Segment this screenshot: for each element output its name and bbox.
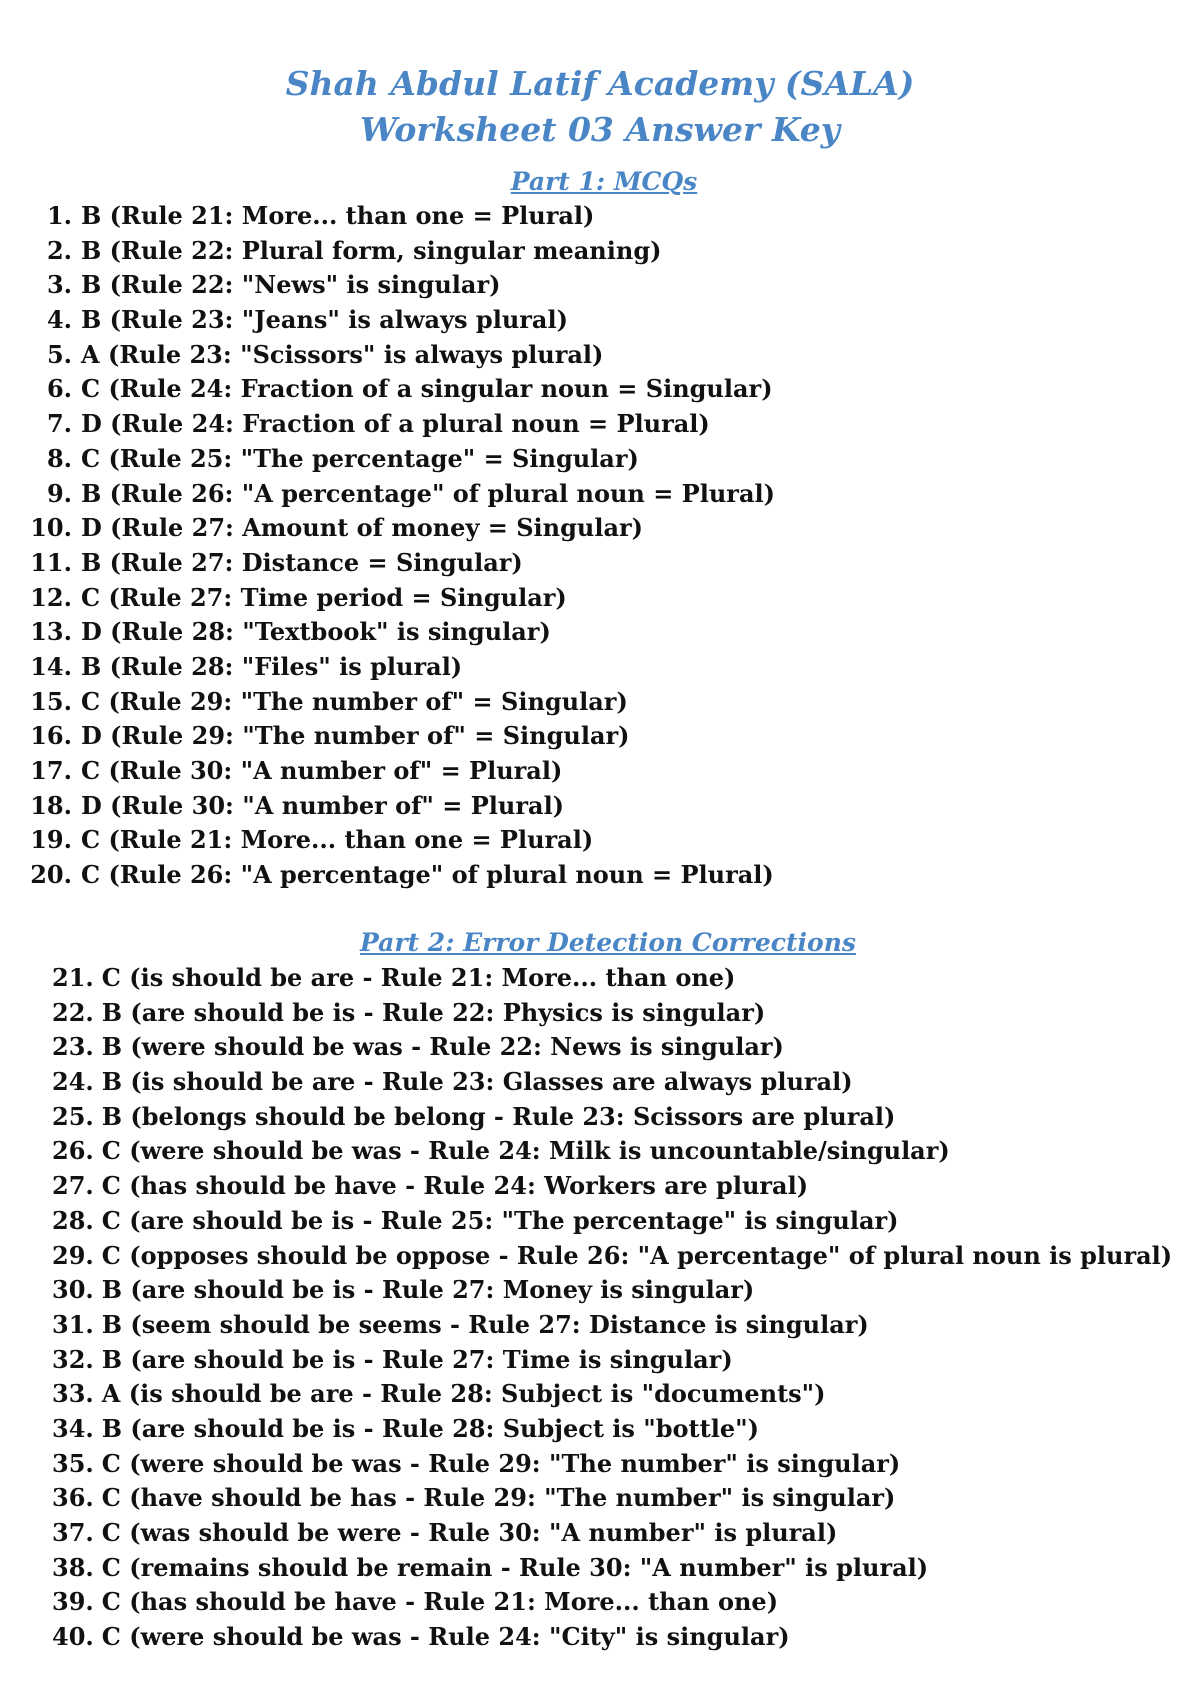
answer-text: C (Rule 27: Time period = Singular) — [81, 582, 567, 612]
answer-item — [52, 1551, 1172, 1586]
answer-number: 17. — [30, 756, 72, 785]
answer-number: 3. — [46, 270, 72, 300]
answer-text: D (Rule 30: "A number of" = Plural) — [81, 790, 565, 820]
answer-item — [52, 1065, 1172, 1100]
part2-heading: Part 2: Error Detection Corrections — [360, 928, 856, 957]
answer-number: 4. — [46, 305, 72, 335]
answer-item — [52, 1239, 1172, 1274]
answer-text: B (are should be is - Rule 27: Time is singular) — [101, 1344, 733, 1374]
answer-item — [20, 754, 775, 789]
answer-text: A (is should be are - Rule 28: Subject is "documents") — [101, 1379, 826, 1409]
answer-item — [52, 961, 1172, 996]
answer-number: 30. — [52, 1275, 94, 1305]
answer-text: C (Rule 21: More... than one = Plural) — [81, 825, 594, 855]
answer-text: C (were should be was - Rule 29: "The number" is singular) — [101, 1448, 901, 1478]
answer-text: C (Rule 29: "The number of" = Singular) — [81, 686, 628, 716]
answer-text: C (remains should be remain - Rule 30: "A number" is plural) — [101, 1552, 929, 1582]
answer-item — [20, 442, 775, 477]
answer-item — [52, 1343, 1172, 1378]
answer-number: 34. — [52, 1413, 94, 1443]
error-correction-list — [52, 961, 1172, 1655]
answer-text: C (opposes should be oppose - Rule 26: "A percentage" of plural noun is plural) — [101, 1240, 1173, 1270]
answer-number: 25. — [52, 1101, 94, 1131]
answer-text: D (Rule 28: "Textbook" is singular) — [81, 617, 551, 647]
part1-heading: Part 1: MCQs — [510, 167, 698, 196]
answer-item — [52, 1412, 1172, 1447]
answer-text: C (has should be have - Rule 24: Workers are plural) — [101, 1171, 809, 1201]
answer-text: C (Rule 25: "The percentage" = Singular) — [81, 443, 639, 473]
answer-item — [20, 685, 775, 720]
answer-item — [20, 650, 775, 685]
answer-text: C (have should be has - Rule 29: "The number" is singular) — [101, 1483, 896, 1513]
answer-number: 40. — [52, 1622, 94, 1652]
answer-number: 16. — [30, 721, 72, 751]
answer-number: 31. — [52, 1309, 94, 1339]
answer-text: C (Rule 30: "A number of" = Plural) — [81, 756, 563, 785]
answer-item — [20, 858, 775, 893]
answer-item — [20, 581, 775, 616]
answer-text: B (Rule 22: Plural form, singular meaning) — [81, 235, 662, 265]
answer-text: B (Rule 26: "A percentage" of plural noun = Plural) — [81, 478, 775, 508]
answer-number: 27. — [52, 1171, 94, 1201]
answer-number: 9. — [46, 478, 72, 508]
answer-item — [52, 1377, 1172, 1412]
answer-text: B (belongs should be belong - Rule 23: Scissors are plural) — [101, 1101, 896, 1131]
answer-item — [52, 1169, 1172, 1204]
answer-text: B (Rule 22: "News" is singular) — [81, 270, 501, 300]
answer-item — [52, 1030, 1172, 1065]
answer-number: 7. — [46, 409, 72, 439]
answer-number: 11. — [30, 547, 72, 577]
answer-text: C (has should be have - Rule 21: More... than one) — [101, 1587, 779, 1617]
answer-number: 35. — [52, 1448, 94, 1478]
answer-text: C (were should be was - Rule 24: "City" is singular) — [101, 1622, 790, 1652]
answer-item — [52, 1273, 1172, 1308]
answer-number: 14. — [30, 651, 72, 681]
answer-number: 5. — [46, 339, 72, 369]
answer-number: 2. — [46, 235, 72, 265]
answer-text: B (Rule 21: More... than one = Plural) — [81, 201, 595, 230]
answer-item — [20, 789, 775, 824]
school-title: Shah Abdul Latif Academy (SALA) — [285, 64, 915, 103]
answer-item — [52, 1585, 1172, 1620]
answer-number: 22. — [52, 997, 94, 1027]
answer-item — [20, 303, 775, 338]
answer-number: 6. — [46, 374, 72, 404]
answer-number: 12. — [30, 582, 72, 612]
answer-number: 8. — [46, 443, 72, 473]
answer-text: C (was should be were - Rule 30: "A number" is plural) — [101, 1518, 838, 1547]
answer-text: B (seem should be seems - Rule 27: Distance is singular) — [101, 1309, 869, 1339]
answer-item — [20, 407, 775, 442]
answer-number: 18. — [30, 790, 72, 820]
answer-item — [52, 1308, 1172, 1343]
answer-number: 28. — [52, 1205, 94, 1235]
answer-text: B (is should be are - Rule 23: Glasses are always plural) — [101, 1067, 853, 1097]
answer-text: B (Rule 27: Distance = Singular) — [81, 547, 523, 577]
answer-text: B (were should be was - Rule 22: News is singular) — [101, 1032, 784, 1062]
answer-item — [20, 372, 775, 407]
answer-number: 38. — [52, 1552, 94, 1582]
answer-text: B (Rule 28: "Files" is plural) — [81, 651, 463, 681]
answer-item — [20, 477, 775, 512]
answer-text: D (Rule 29: "The number of" = Singular) — [81, 721, 630, 751]
answer-text: B (are should be is - Rule 22: Physics is singular) — [101, 997, 766, 1027]
answer-item — [20, 719, 775, 754]
answer-number: 19. — [30, 825, 72, 855]
answer-item — [52, 1100, 1172, 1135]
answer-item — [52, 1134, 1172, 1169]
answer-number: 36. — [52, 1483, 94, 1513]
answer-number: 10. — [30, 513, 72, 543]
answer-number: 39. — [52, 1587, 94, 1617]
answer-item — [20, 511, 775, 546]
answer-text: A (Rule 23: "Scissors" is always plural) — [81, 339, 604, 369]
answer-number: 23. — [52, 1032, 94, 1062]
answer-text: B (are should be is - Rule 28: Subject is "bottle") — [101, 1413, 759, 1443]
answer-item — [52, 996, 1172, 1031]
answer-number: 20. — [30, 860, 72, 890]
answer-number: 21. — [52, 963, 94, 992]
answer-text: C (were should be was - Rule 24: Milk is uncountable/singular) — [101, 1136, 950, 1166]
answer-item — [20, 199, 775, 234]
answer-item — [52, 1447, 1172, 1482]
answer-item — [52, 1204, 1172, 1239]
answer-text: C (is should be are - Rule 21: More... than one) — [101, 963, 736, 992]
answer-number: 1. — [46, 201, 72, 230]
answer-text: B (Rule 23: "Jeans" is always plural) — [81, 305, 568, 335]
answer-text: C (are should be is - Rule 25: "The percentage" is singular) — [101, 1205, 899, 1235]
answer-number: 37. — [52, 1518, 94, 1547]
answer-number: 32. — [52, 1344, 94, 1374]
answer-text: D (Rule 27: Amount of money = Singular) — [81, 513, 644, 543]
answer-item — [20, 546, 775, 581]
answer-item — [20, 234, 775, 269]
answer-item — [20, 338, 775, 373]
answer-number: 26. — [52, 1136, 94, 1166]
answer-number: 33. — [52, 1379, 94, 1409]
answer-item — [20, 268, 775, 303]
answer-text: C (Rule 24: Fraction of a singular noun = Singular) — [81, 374, 773, 404]
answer-text: B (are should be is - Rule 27: Money is singular) — [101, 1275, 755, 1305]
answer-item — [20, 823, 775, 858]
answer-text: D (Rule 24: Fraction of a plural noun = Plural) — [81, 409, 710, 439]
mcq-answer-list — [20, 199, 775, 893]
answer-text: C (Rule 26: "A percentage" of plural noun = Plural) — [81, 860, 774, 890]
answer-number: 13. — [30, 617, 72, 647]
answer-number: 29. — [52, 1240, 94, 1270]
answer-item — [52, 1516, 1172, 1551]
answer-item — [52, 1620, 1172, 1655]
answer-item — [52, 1481, 1172, 1516]
worksheet-title: Worksheet 03 Answer Key — [360, 110, 840, 149]
answer-item — [20, 615, 775, 650]
answer-number: 24. — [52, 1067, 94, 1097]
answer-number: 15. — [30, 686, 72, 716]
